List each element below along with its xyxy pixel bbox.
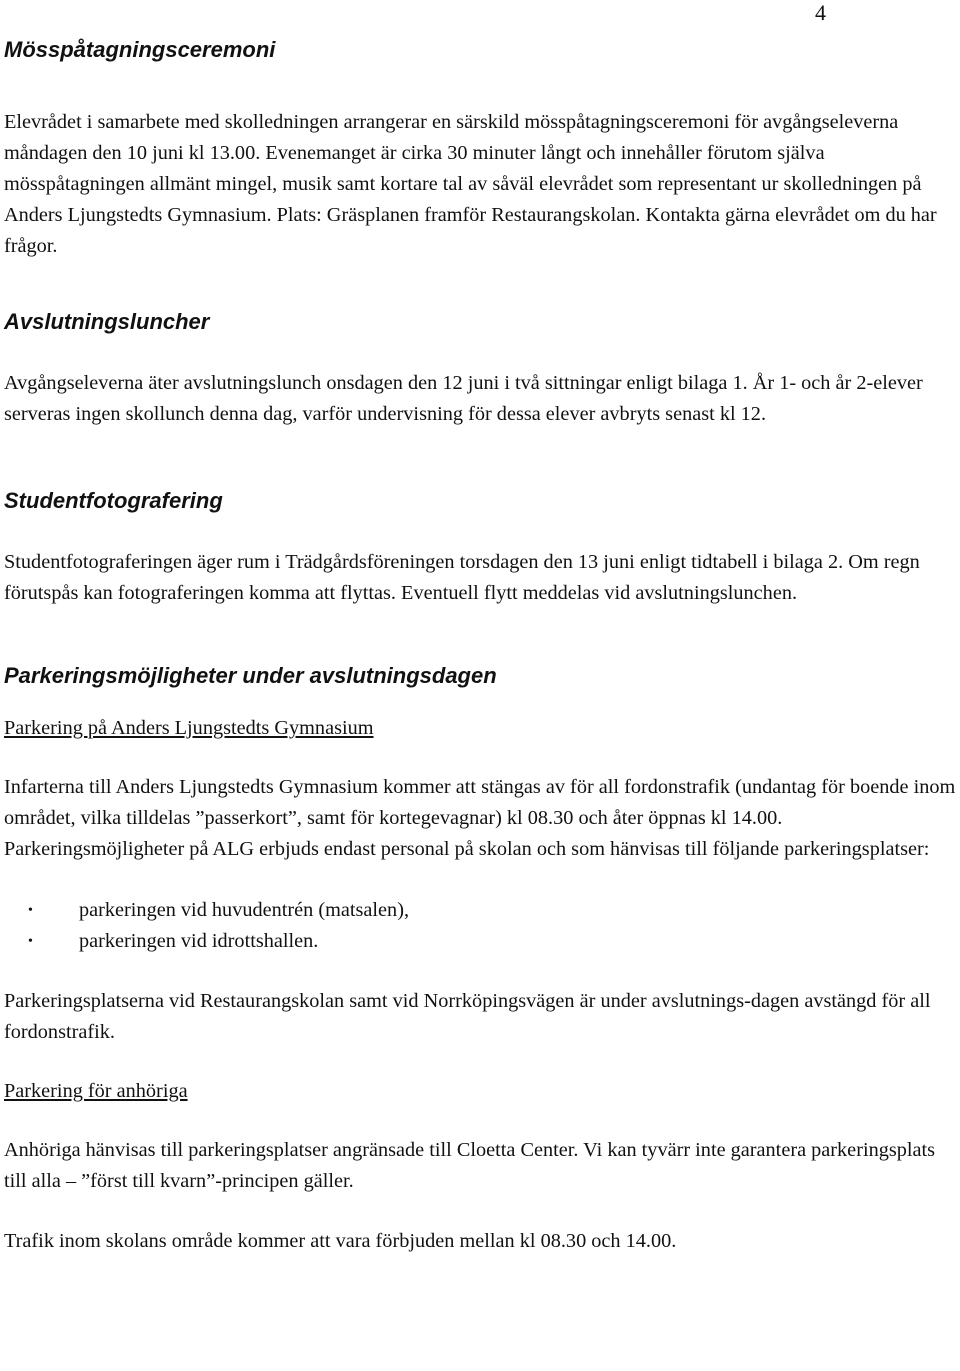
bullet-icon: •: [28, 903, 33, 918]
paragraph-photo: Studentfotograferingen äger rum i Trädgårdsföreningen torsdagen den 13 juni enligt tidtabell i bilaga 2. Om regn förutspås kan fotograferingen komma att flyttas. Eventuell flytt meddelas vid avslutningslunchen.: [4, 551, 920, 604]
list-item-text: parkeringen vid huvudentrén (matsalen),: [79, 899, 410, 921]
document-body: [4, 34, 958, 1257]
list-item: [4, 926, 958, 957]
heading-ceremony: Mösspåtagningsceremoni: [4, 37, 276, 62]
subheading-parking-school: Parkering på Anders Ljungstedts Gymnasium: [4, 717, 374, 739]
bullet-icon: •: [28, 934, 33, 949]
parking-list: [4, 895, 958, 957]
paragraph-traffic: Trafik inom skolans område kommer att vara förbjuden mellan kl 08.30 och 14.00.: [4, 1230, 677, 1252]
heading-photo: Studentfotografering: [4, 488, 223, 513]
paragraph-parking-closed: Parkeringsplatserna vid Restaurangskolan samt vid Norrköpingsvägen är under avslutnings-dagen avstängd för all fordonstrafik.: [4, 990, 931, 1043]
page-number: 4: [815, 0, 826, 25]
paragraph-parking-school: Infarterna till Anders Ljungstedts Gymnasium kommer att stängas av för all fordonstrafik (undantag för boende inom området, vilka tilldelas ”passerkort”, samt för kortegevagnar) kl 08.30 och åter öppnas kl 14.00. Parkeringsmöjligheter på ALG erbjuds endast personal på skolan och som hänvisas till följande parkeringsplatser:: [4, 776, 956, 860]
paragraph-lunch: Avgångseleverna äter avslutningslunch onsdagen den 12 juni i två sittningar enligt bilaga 1. År 1- och år 2-elever serveras ingen skollunch denna dag, varför undervisning för dessa elever avbryts senast kl 12.: [4, 372, 923, 425]
paragraph-ceremony: Elevrådet i samarbete med skolledningen arrangerar en särskild mösspåtagningsceremoni för avgångseleverna måndagen den 10 juni kl 13.00. Evenemanget är cirka 30 minuter långt och innehåller förutom själva mösspåtagningen allmänt mingel, musik samt kortare tal av såväl elevrådet som representant ur skolledningen på Anders Ljungstedts Gymnasium. Plats: Gräsplanen framför Restaurangskolan. Kontakta gärna elevrådet om du har frågor.: [4, 111, 937, 257]
paragraph-parking-relatives: Anhöriga hänvisas till parkeringsplatser angränsade till Cloetta Center. Vi kan tyvärr inte garantera parkeringsplats till alla – ”först till kvarn”-principen gäller.: [4, 1139, 936, 1192]
list-item-text: parkeringen vid idrottshallen.: [79, 930, 319, 952]
heading-parking: Parkeringsmöjligheter under avslutningsdagen: [4, 663, 497, 688]
list-item: [4, 895, 958, 926]
heading-lunch: Avslutningsluncher: [4, 309, 210, 334]
subheading-parking-relatives: Parkering för anhöriga: [4, 1080, 188, 1102]
